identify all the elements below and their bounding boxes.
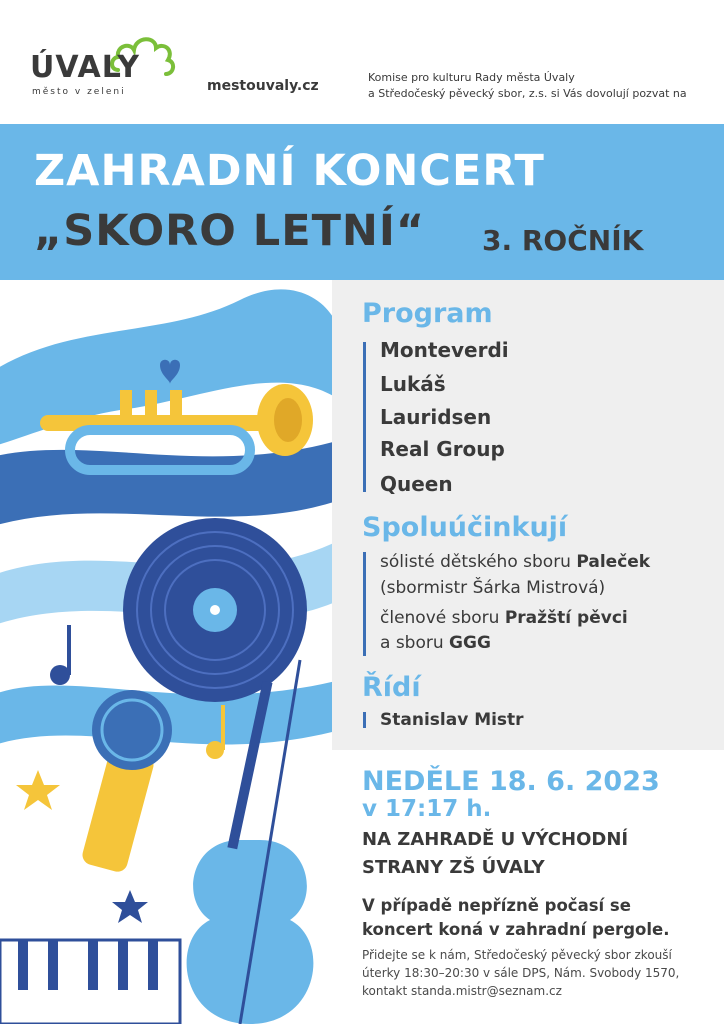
guest-item bbox=[380, 606, 628, 630]
event-time: v 17:17 h. bbox=[362, 796, 492, 822]
program-item: Lukáš bbox=[380, 372, 446, 396]
guest-choir: Pražští pěvci bbox=[504, 608, 628, 628]
conductor-heading: Řídí bbox=[362, 672, 421, 703]
note-line: Přidejte se k nám, Středočeský pěvecký sbor zkouší bbox=[362, 948, 672, 962]
program-item: Lauridsen bbox=[380, 405, 492, 429]
title-line-1: ZAHRADNÍ KONCERT bbox=[34, 146, 545, 196]
logo-word: ÚVALY bbox=[30, 50, 140, 85]
website-link[interactable]: mestouvaly.cz bbox=[207, 78, 319, 94]
edition-label: 3. ROČNÍK bbox=[482, 224, 644, 257]
contact-email[interactable]: kontakt standa.mistr@seznam.cz bbox=[362, 984, 562, 998]
music-illustration bbox=[0, 280, 332, 1024]
guest-choir: Paleček bbox=[576, 552, 651, 572]
guest-text: členové sboru bbox=[380, 608, 505, 628]
program-item: Queen bbox=[380, 472, 453, 496]
rain-notice bbox=[362, 894, 669, 942]
event-place bbox=[362, 826, 628, 882]
conductor-divider bbox=[363, 712, 366, 728]
guests-heading: Spoluúčinkují bbox=[362, 512, 568, 543]
guest-text: sólisté dětského sboru bbox=[380, 552, 577, 572]
invite-line: Komise pro kulturu Rady města Úvaly bbox=[368, 71, 575, 84]
guest-text: a sboru bbox=[380, 633, 450, 653]
rehearsal-note bbox=[362, 946, 679, 1000]
guests-divider bbox=[363, 552, 366, 656]
program-panel bbox=[332, 280, 724, 750]
title-banner bbox=[0, 124, 724, 280]
event-date: NEDĚLE 18. 6. 2023 bbox=[362, 766, 660, 797]
uvaly-logo bbox=[28, 30, 168, 104]
guest-item: (sbormistr Šárka Mistrová) bbox=[380, 578, 606, 598]
program-heading: Program bbox=[362, 298, 493, 329]
program-item: Real Group bbox=[380, 437, 505, 461]
note-line: úterky 18:30–20:30 v sále DPS, Nám. Svobody 1570, bbox=[362, 966, 680, 980]
place-line: NA ZAHRADĚ U VÝCHODNÍ bbox=[362, 829, 629, 850]
invite-line: a Středočeský pěvecký sbor, z.s. si Vás dovolují pozvat na bbox=[368, 87, 687, 100]
guest-choir: GGG bbox=[449, 633, 491, 653]
title-line-2: „SKORO LETNÍ“ bbox=[34, 206, 426, 256]
program-item: Monteverdi bbox=[380, 338, 509, 362]
logo-tagline: město v zeleni bbox=[32, 87, 126, 97]
invitation-text bbox=[368, 70, 687, 102]
guest-item bbox=[380, 631, 491, 655]
program-divider bbox=[363, 342, 366, 492]
illustration-svg bbox=[0, 280, 332, 1024]
rain-line: V případě nepřízně počasí se bbox=[362, 896, 631, 915]
piano-keys-icon bbox=[0, 940, 180, 1024]
conductor-name: Stanislav Mistr bbox=[380, 710, 524, 730]
rain-line: koncert koná v zahradní pergole. bbox=[362, 920, 670, 939]
guest-item bbox=[380, 550, 650, 574]
place-line: STRANY ZŠ ÚVALY bbox=[362, 857, 545, 878]
